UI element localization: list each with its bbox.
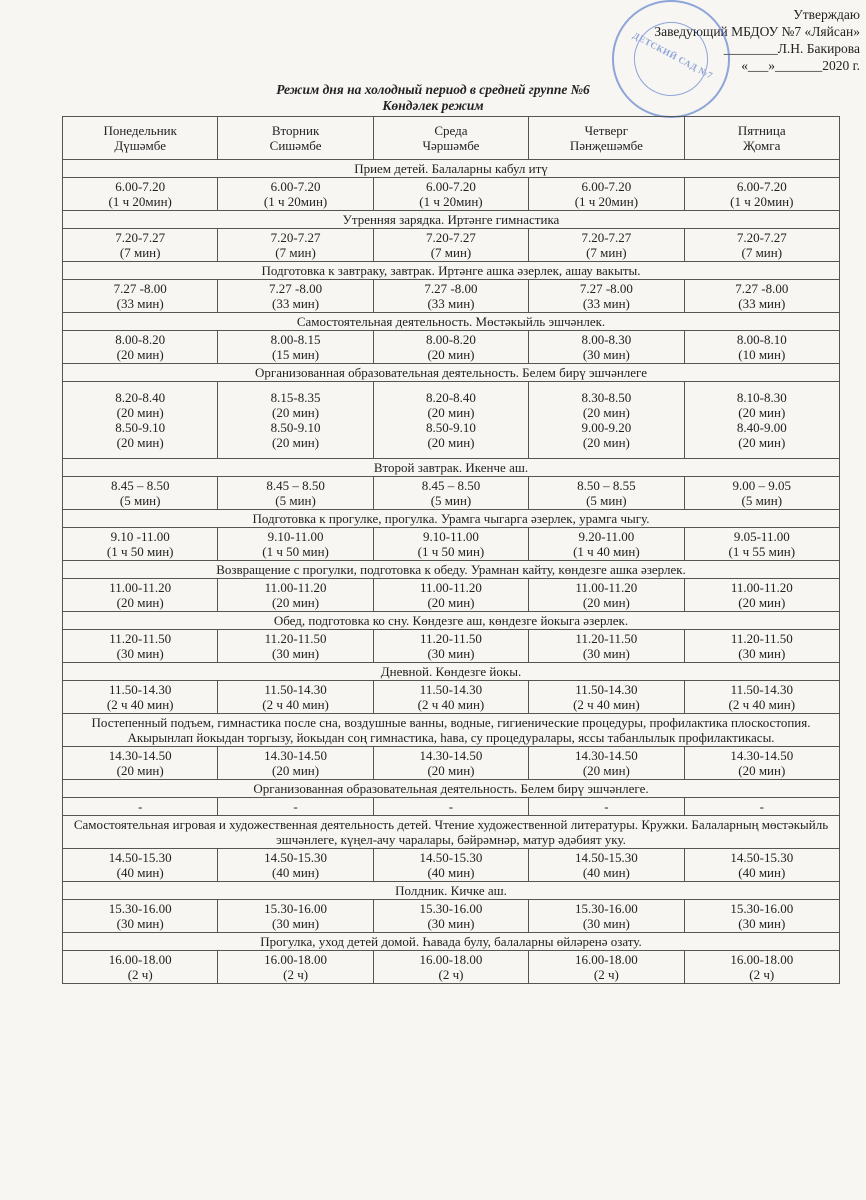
time-cell (529, 849, 684, 882)
time-range: 7.20-7.27 (736, 230, 787, 245)
time-cell (373, 477, 528, 510)
time-range: 8.40-9.00 (736, 420, 787, 435)
section-title: Подготовка к завтраку, завтрак. Иртәнге ашка әзерлек, ашау вакыты. (63, 262, 840, 280)
time-cell (684, 681, 839, 714)
page-title (0, 82, 866, 114)
duration: (2 ч) (283, 967, 309, 982)
time-range: 15.30-16.00 (108, 901, 172, 916)
time-cell (63, 798, 218, 816)
time-range: 6.00-7.20 (426, 179, 476, 194)
approval-line: «___»_______2020 г. (741, 58, 860, 73)
time-range: 11.50-14.30 (109, 682, 172, 697)
duration: (1 ч 50 мин) (106, 544, 174, 559)
time-range: - (138, 799, 143, 814)
duration: (2 ч 40 мин) (106, 697, 174, 712)
time-cell (373, 747, 528, 780)
time-range: - (448, 799, 454, 814)
time-cell (684, 229, 839, 262)
time-range: 7.20-7.27 (581, 230, 632, 245)
time-range: 9.10 -11.00 (110, 529, 170, 544)
section-row (63, 313, 840, 331)
time-cell (218, 747, 373, 780)
time-cell (63, 382, 218, 459)
time-cell (529, 681, 684, 714)
time-range: 14.50-15.30 (574, 850, 638, 865)
time-range: 6.00-7.20 (736, 179, 787, 194)
time-cell (529, 747, 684, 780)
time-cell (684, 900, 839, 933)
duration: (20 мин) (582, 405, 630, 420)
time-cell (529, 900, 684, 933)
time-cell (373, 229, 528, 262)
duration: (1 ч 20мин) (263, 194, 328, 209)
time-range: 6.00-7.20 (581, 179, 632, 194)
day-header: Четверг Пәнҗешәмбе (529, 117, 684, 160)
time-range: 7.20-7.27 (426, 230, 476, 245)
time-range: 8.20-8.40 (115, 390, 166, 405)
time-row (63, 630, 840, 663)
time-row (63, 849, 840, 882)
time-cell (63, 747, 218, 780)
time-range: 8.50-9.10 (426, 420, 476, 435)
duration: (7 мин) (430, 245, 472, 260)
time-range: 16.00-18.00 (419, 952, 483, 967)
time-range: 11.50-14.30 (730, 682, 793, 697)
duration: (1 ч 50 мин) (262, 544, 329, 559)
time-range: 11.20-11.50 (264, 631, 327, 646)
time-cell (218, 331, 373, 364)
time-cell (63, 849, 218, 882)
section-row (63, 714, 840, 747)
duration: (5 мин) (119, 493, 161, 508)
time-range: 11.50-14.30 (264, 682, 327, 697)
time-cell (218, 229, 373, 262)
time-row (63, 331, 840, 364)
duration: (20 мин) (427, 595, 475, 610)
duration: (30 мин) (582, 646, 630, 661)
time-cell (684, 747, 839, 780)
time-row (63, 747, 840, 780)
section-row (63, 262, 840, 280)
section-row (63, 211, 840, 229)
duration: (40 мин) (272, 865, 320, 880)
duration: (20 мин) (582, 763, 630, 778)
time-cell (684, 382, 839, 459)
time-range: 8.00-8.15 (270, 332, 321, 347)
section-row (63, 816, 840, 849)
time-cell (529, 798, 684, 816)
duration: (20 мин) (738, 595, 786, 610)
duration: (20 мин) (116, 435, 164, 450)
duration: (2 ч 40 мин) (728, 697, 796, 712)
section-row (63, 510, 840, 528)
time-range: 11.00-11.20 (109, 580, 172, 595)
time-range: 16.00-18.00 (108, 952, 172, 967)
duration: (1 ч 40 мин) (573, 544, 640, 559)
duration: (20 мин) (738, 405, 786, 420)
duration: (1 ч 20мин) (419, 194, 483, 209)
duration: (2 ч 40 мин) (262, 697, 329, 712)
time-cell (218, 798, 373, 816)
time-cell (63, 951, 218, 984)
time-cell (529, 579, 684, 612)
duration: (5 мин) (741, 493, 783, 508)
duration: (30 мин) (427, 916, 475, 931)
time-range: 11.20-11.50 (575, 631, 638, 646)
time-cell (373, 331, 528, 364)
time-range: 14.50-15.30 (264, 850, 327, 865)
duration: (20 мин) (738, 763, 786, 778)
section-title: Самостоятельная игровая и художественная деятельность детей. Чтение художественной литературы. Кружки. Балаларның мөстәкыйль эшчәнлеге, күңел-ачу чаралары, бәйрәмнәр, матур әдәбият уку. (63, 816, 840, 849)
time-row (63, 477, 840, 510)
time-cell (63, 528, 218, 561)
table-header-row (63, 117, 840, 160)
time-cell (684, 280, 839, 313)
time-range: 7.27 -8.00 (735, 281, 789, 296)
time-cell (684, 630, 839, 663)
duration: (2 ч 40 мин) (573, 697, 640, 712)
duration: (30 мин) (582, 916, 630, 931)
time-cell (373, 951, 528, 984)
duration: (20 мин) (272, 405, 320, 420)
time-range: 9.10-11.00 (423, 529, 479, 544)
section-title: Возвращение с прогулки, подготовка к обеду. Урамнан кайту, көндезге ашка әзерлек. (63, 561, 840, 579)
time-cell (218, 178, 373, 211)
section-title: Постепенный подъем, гимнастика после сна, воздушные ванны, водные, гигиенические процедуры, профилактика плоскостопия. Акырынлап йокыдан торгызу, йокыдан соң гимнастика, һава, су процедуралары, яссы табанлылык профилактикасы. (63, 714, 840, 747)
duration: (2 ч) (438, 967, 464, 982)
duration: (20 мин) (116, 595, 164, 610)
time-cell (218, 382, 373, 459)
time-range: 6.00-7.20 (115, 179, 166, 194)
time-range: 8.10-8.30 (736, 390, 787, 405)
time-cell (218, 528, 373, 561)
time-range: 9.10-11.00 (267, 529, 324, 544)
time-range: 8.00-8.10 (736, 332, 787, 347)
time-range: 8.50 – 8.55 (577, 478, 636, 493)
time-row (63, 229, 840, 262)
duration: (2 ч) (127, 967, 153, 982)
time-cell (684, 477, 839, 510)
time-cell (63, 630, 218, 663)
time-cell (684, 579, 839, 612)
time-row (63, 681, 840, 714)
duration: (33 мин) (738, 296, 786, 311)
approval-line: Утверждаю (793, 7, 860, 22)
duration: (30 мин) (738, 646, 786, 661)
time-range: - (293, 799, 298, 814)
duration: (33 мин) (582, 296, 630, 311)
duration: (20 мин) (427, 435, 475, 450)
stamp-text: ДЕТСКИЙ САД №7 (631, 30, 715, 81)
duration: (20 мин) (427, 405, 475, 420)
section-title: Прием детей. Балаларны кабул итү (63, 160, 840, 178)
time-range: 15.30-16.00 (264, 901, 327, 916)
time-row (63, 798, 840, 816)
duration: (20 мин) (272, 763, 320, 778)
duration: (20 мин) (427, 347, 475, 362)
time-cell (373, 178, 528, 211)
duration: (1 ч 20мин) (574, 194, 639, 209)
duration: (40 мин) (427, 865, 475, 880)
section-title: Прогулка, уход детей домой. Һавада булу, балаларны өйләренә озату. (63, 933, 840, 951)
time-row (63, 951, 840, 984)
duration: (40 мин) (738, 865, 786, 880)
duration: (10 мин) (738, 347, 786, 362)
time-cell (373, 280, 528, 313)
approval-line: Заведующий МБДОУ №7 «Ляйсан» (654, 24, 860, 39)
time-row (63, 528, 840, 561)
time-range: 14.50-15.30 (419, 850, 483, 865)
duration: (20 мин) (427, 763, 475, 778)
time-cell (684, 178, 839, 211)
time-row (63, 382, 840, 459)
section-title: Обед, подготовка ко сну. Көндезге аш, көндезге йокыга әзерлек. (63, 612, 840, 630)
section-title: Дневной. Көндезге йокы. (63, 663, 840, 681)
section-row (63, 882, 840, 900)
title-line: Режим дня на холодный период в средней группе №6 (276, 82, 590, 97)
time-cell (684, 951, 839, 984)
time-range: 8.15-8.35 (270, 390, 321, 405)
time-range: 11.50-14.30 (419, 682, 483, 697)
time-cell (373, 579, 528, 612)
section-row (63, 561, 840, 579)
duration: (1 ч 55 мин) (728, 544, 796, 559)
time-cell (529, 178, 684, 211)
time-range: 6.00-7.20 (270, 179, 321, 194)
time-range: 7.27 -8.00 (269, 281, 323, 296)
section-title: Организованная образовательная деятельность. Белем бирү эшчәнлеге (63, 364, 840, 382)
time-cell (218, 579, 373, 612)
duration: (5 мин) (430, 493, 472, 508)
time-range: 16.00-18.00 (264, 952, 327, 967)
duration: (30 мин) (738, 916, 786, 931)
time-range: 15.30-16.00 (574, 901, 638, 916)
duration: (15 мин) (272, 347, 320, 362)
time-range: - (604, 799, 609, 814)
section-title: Подготовка к прогулке, прогулка. Урамга чыгарга әзерлек, урамга чыгу. (63, 510, 840, 528)
duration: (7 мин) (119, 245, 161, 260)
time-cell (63, 579, 218, 612)
section-title: Второй завтрак. Икенче аш. (63, 459, 840, 477)
section-row (63, 663, 840, 681)
schedule-table (62, 116, 840, 984)
time-cell (684, 528, 839, 561)
time-cell (684, 798, 839, 816)
time-range: 14.30-14.50 (730, 748, 794, 763)
section-row (63, 933, 840, 951)
duration: (2 ч) (593, 967, 619, 982)
schedule-body (63, 160, 840, 984)
time-cell (529, 477, 684, 510)
section-row (63, 160, 840, 178)
time-range: 14.50-15.30 (730, 850, 794, 865)
time-cell (373, 849, 528, 882)
duration: (1 ч 20мин) (730, 194, 794, 209)
section-title: Самостоятельная деятельность. Мөстәкыйль эшчәнлек. (63, 313, 840, 331)
time-cell (529, 331, 684, 364)
time-range: 11.00-11.20 (264, 580, 327, 595)
time-range: 8.20-8.40 (426, 390, 476, 405)
time-range: 8.50-9.10 (115, 420, 166, 435)
time-cell (218, 681, 373, 714)
duration: (20 мин) (738, 435, 786, 450)
time-range: 14.30-14.50 (108, 748, 172, 763)
time-row (63, 579, 840, 612)
duration: (20 мин) (272, 435, 320, 450)
duration: (20 мин) (272, 595, 320, 610)
duration: (5 мин) (275, 493, 316, 508)
time-range: - (759, 799, 764, 814)
duration: (30 мин) (582, 347, 630, 362)
time-range: 11.20-11.50 (420, 631, 482, 646)
time-cell (218, 477, 373, 510)
duration: (1 ч 50 мин) (417, 544, 485, 559)
duration: (40 мин) (582, 865, 630, 880)
time-cell (218, 951, 373, 984)
duration: (20 мин) (116, 763, 164, 778)
time-range: 8.00-8.30 (581, 332, 632, 347)
day-header: Вторник Сишәмбе (218, 117, 373, 160)
time-cell (373, 681, 528, 714)
time-cell (218, 900, 373, 933)
day-header: Понедельник Дүшәмбе (63, 117, 218, 160)
duration: (7 мин) (275, 245, 316, 260)
time-range: 7.27 -8.00 (579, 281, 633, 296)
time-range: 7.20-7.27 (115, 230, 166, 245)
duration: (20 мин) (582, 595, 630, 610)
section-row (63, 612, 840, 630)
title-subline: Көндәлек режим (382, 98, 484, 113)
day-header: Пятница Җомга (684, 117, 839, 160)
time-range: 14.30-14.50 (574, 748, 638, 763)
time-range: 11.00-11.20 (730, 580, 793, 595)
time-cell (63, 280, 218, 313)
time-range: 16.00-18.00 (574, 952, 638, 967)
time-cell (529, 280, 684, 313)
time-range: 8.00-8.20 (115, 332, 166, 347)
approval-line: ________Л.Н. Бакирова (723, 41, 860, 56)
time-range: 8.50-9.10 (270, 420, 321, 435)
time-row (63, 178, 840, 211)
duration: (30 мин) (272, 646, 320, 661)
time-cell (529, 630, 684, 663)
section-row (63, 459, 840, 477)
duration: (30 мин) (427, 646, 475, 661)
duration: (2 ч 40 мин) (417, 697, 485, 712)
time-cell (373, 528, 528, 561)
time-range: 11.20-11.50 (109, 631, 172, 646)
time-cell (218, 280, 373, 313)
time-cell (63, 900, 218, 933)
time-range: 7.27 -8.00 (424, 281, 478, 296)
time-range: 9.00-9.20 (581, 420, 632, 435)
time-range: 16.00-18.00 (730, 952, 794, 967)
duration: (2 ч) (749, 967, 775, 982)
duration: (5 мин) (586, 493, 627, 508)
time-cell (529, 382, 684, 459)
time-range: 9.05-11.00 (733, 529, 790, 544)
duration: (20 мин) (116, 405, 164, 420)
time-range: 15.30-16.00 (419, 901, 483, 916)
time-range: 15.30-16.00 (730, 901, 794, 916)
time-cell (373, 900, 528, 933)
time-cell (529, 951, 684, 984)
time-range: 14.30-14.50 (419, 748, 483, 763)
time-cell (63, 178, 218, 211)
duration: (33 мин) (427, 296, 475, 311)
time-row (63, 280, 840, 313)
time-cell (63, 331, 218, 364)
time-cell (529, 528, 684, 561)
time-range: 9.20-11.00 (578, 529, 635, 544)
time-range: 11.50-14.30 (575, 682, 638, 697)
time-range: 11.00-11.20 (575, 580, 638, 595)
duration: (40 мин) (116, 865, 164, 880)
time-cell (373, 798, 528, 816)
time-cell (373, 630, 528, 663)
section-title: Полдник. Кичке аш. (63, 882, 840, 900)
time-range: 14.30-14.50 (264, 748, 327, 763)
section-row (63, 364, 840, 382)
time-range: 9.00 – 9.05 (732, 478, 792, 493)
time-range: 11.00-11.20 (420, 580, 482, 595)
time-range: 11.20-11.50 (730, 631, 793, 646)
duration: (33 мин) (116, 296, 164, 311)
time-cell (373, 382, 528, 459)
time-cell (63, 477, 218, 510)
section-title: Утренняя зарядка. Иртәнге гимнастика (63, 211, 840, 229)
time-range: 14.50-15.30 (108, 850, 172, 865)
time-cell (529, 229, 684, 262)
duration: (30 мин) (116, 646, 164, 661)
day-header: Среда Чәршәмбе (373, 117, 528, 160)
time-range: 7.20-7.27 (270, 230, 321, 245)
duration: (1 ч 20мин) (108, 194, 172, 209)
duration: (30 мин) (116, 916, 164, 931)
time-cell (684, 331, 839, 364)
duration: (20 мин) (582, 435, 630, 450)
time-cell (684, 849, 839, 882)
duration: (20 мин) (116, 347, 164, 362)
time-range: 7.27 -8.00 (113, 281, 167, 296)
time-row (63, 900, 840, 933)
time-cell (63, 681, 218, 714)
time-range: 8.45 – 8.50 (110, 478, 170, 493)
duration: (7 мин) (741, 245, 783, 260)
duration: (30 мин) (272, 916, 320, 931)
section-title: Организованная образовательная деятельность. Белем бирү эшчәнлеге. (63, 780, 840, 798)
time-range: 8.45 – 8.50 (266, 478, 325, 493)
time-range: 8.30-8.50 (581, 390, 632, 405)
duration: (33 мин) (272, 296, 320, 311)
section-row (63, 780, 840, 798)
duration: (7 мин) (586, 245, 627, 260)
time-cell (63, 229, 218, 262)
time-range: 8.00-8.20 (426, 332, 476, 347)
time-range: 8.45 – 8.50 (421, 478, 481, 493)
time-cell (218, 630, 373, 663)
time-cell (218, 849, 373, 882)
